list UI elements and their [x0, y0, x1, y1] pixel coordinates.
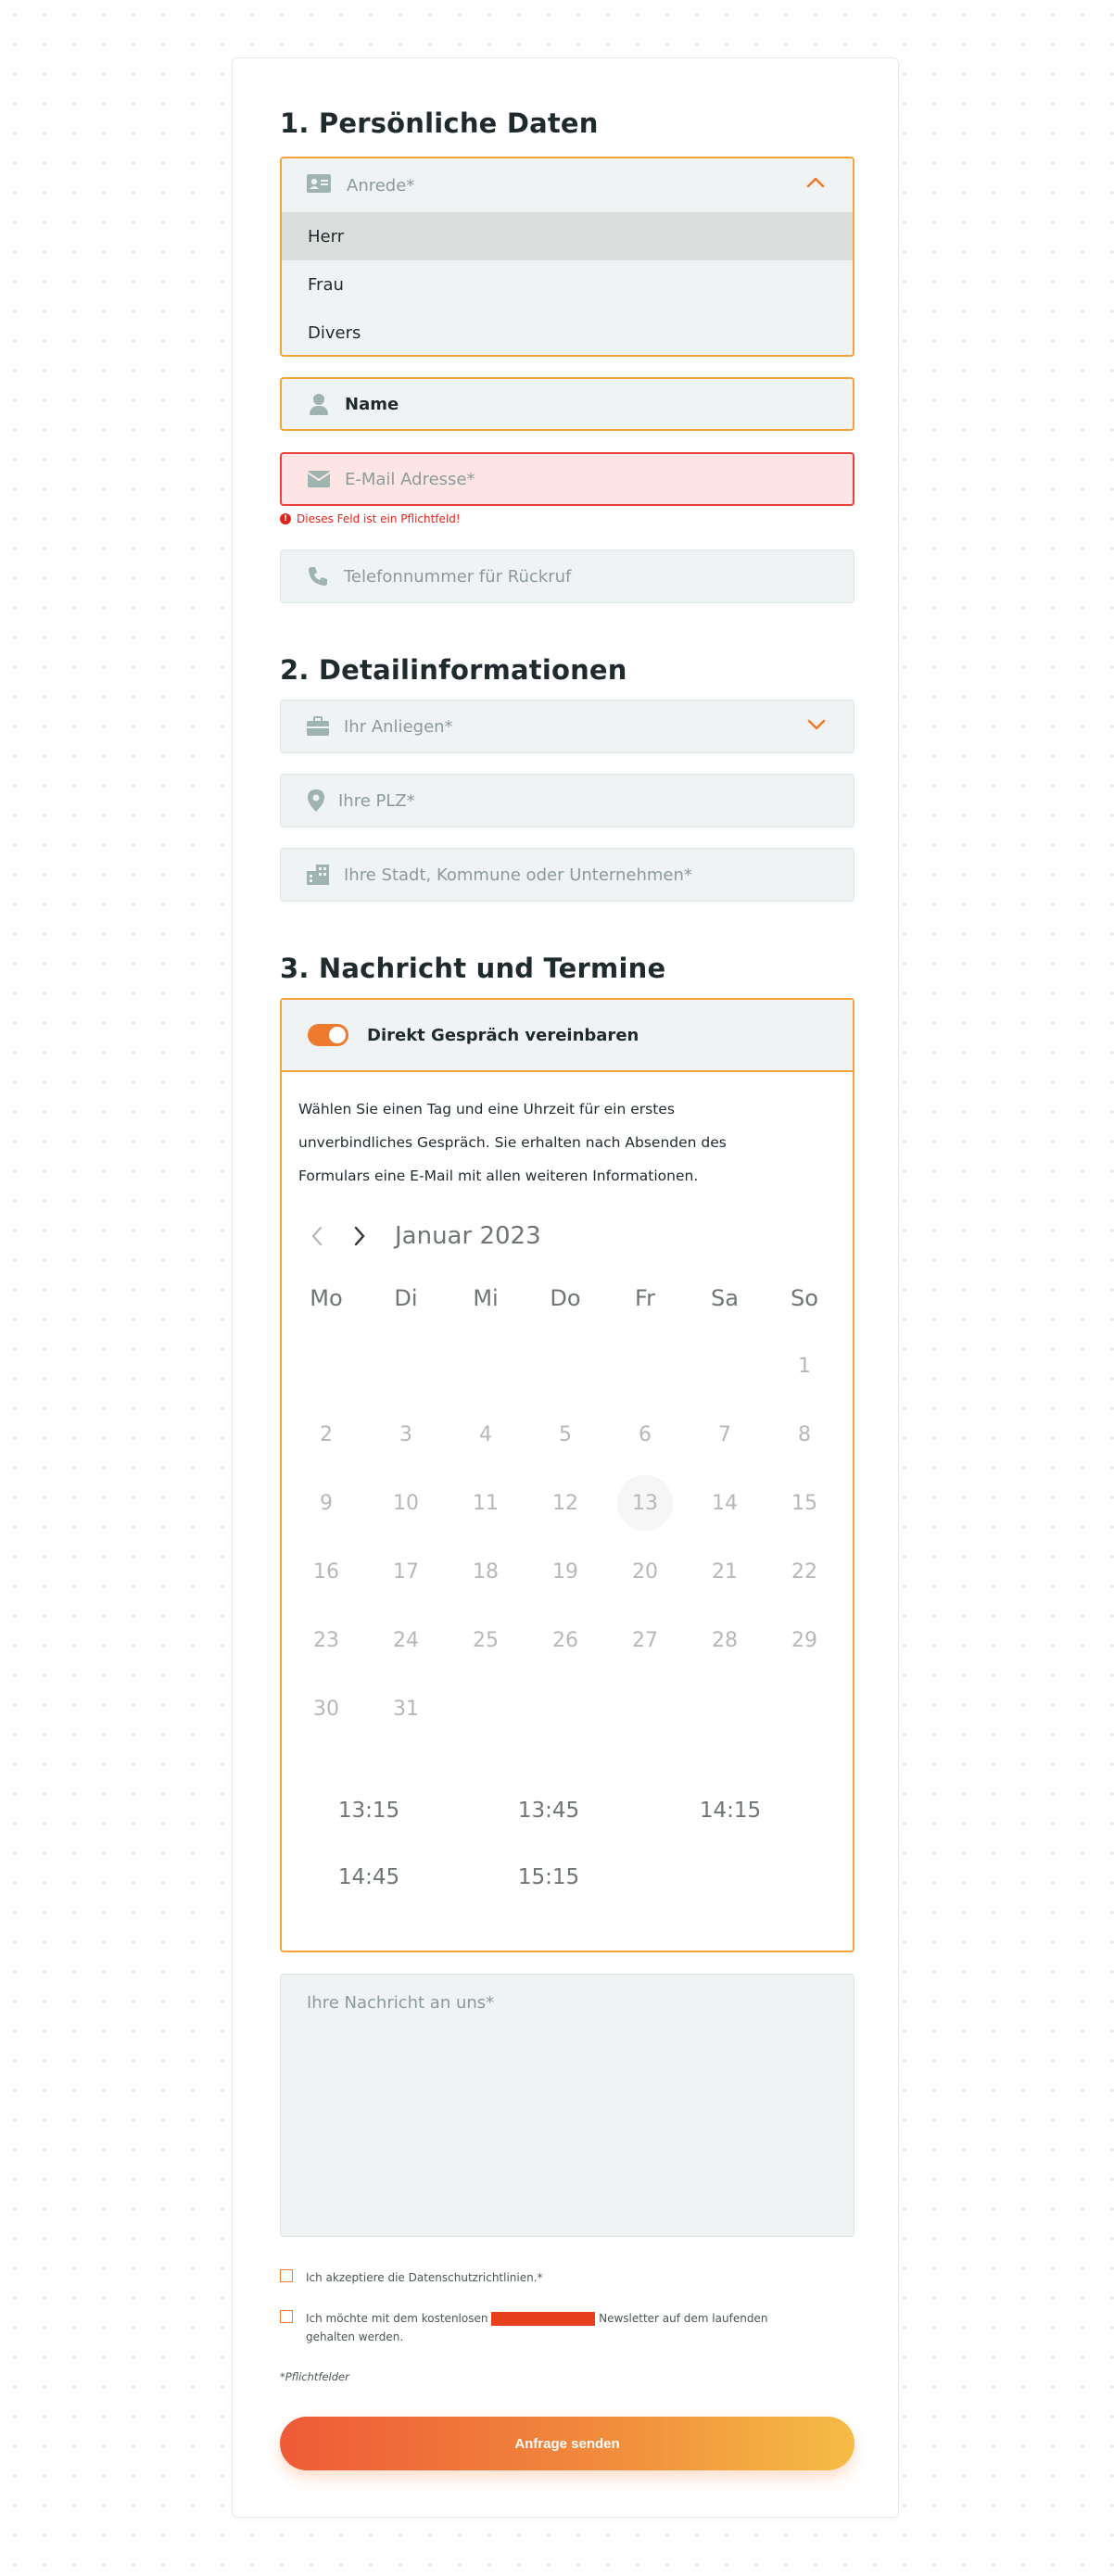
building-icon: [305, 862, 331, 888]
message-textarea[interactable]: [280, 1974, 854, 2237]
time-slot[interactable]: 13:45: [517, 1799, 580, 1823]
id-card-icon: [306, 173, 332, 197]
appointment-toggle-label: Direkt Gespräch vereinbaren: [367, 1025, 639, 1045]
user-icon: [306, 391, 332, 417]
calendar-day[interactable]: 21: [712, 1559, 738, 1584]
calendar-day[interactable]: 7: [718, 1422, 731, 1446]
appointment-description: [298, 1092, 817, 1193]
calendar-day[interactable]: 5: [559, 1422, 572, 1446]
salutation-option-herr[interactable]: Herr: [282, 212, 853, 260]
calendar-day[interactable]: 1: [798, 1354, 811, 1378]
calendar-day[interactable]: 25: [473, 1628, 499, 1652]
calendar-day[interactable]: 27: [632, 1628, 658, 1652]
appointment-toggle-row[interactable]: [282, 1000, 853, 1072]
calendar-day[interactable]: 10: [393, 1491, 419, 1515]
message-placeholder: Ihre Nachricht an uns*: [307, 1993, 495, 2013]
salutation-dropdown[interactable]: [280, 157, 854, 357]
name-field[interactable]: [280, 377, 854, 431]
section-title-personal: 1. Persönliche Daten: [280, 107, 599, 139]
required-fields-note: *Pflichtfelder: [280, 2370, 349, 2383]
calendar-day[interactable]: 13: [617, 1475, 673, 1531]
calendar-day[interactable]: 6: [639, 1422, 652, 1446]
weekday-label: Di: [394, 1285, 418, 1311]
envelope-icon: [306, 466, 332, 492]
calendar-day[interactable]: 30: [313, 1697, 339, 1721]
weekday-label: Mo: [310, 1285, 343, 1311]
appointment-panel: [280, 998, 854, 1952]
phone-field[interactable]: [280, 549, 854, 603]
section-title-details: 2. Detailinformationen: [280, 654, 627, 686]
calendar-day[interactable]: 12: [552, 1491, 578, 1515]
calendar-month-label: Januar 2023: [395, 1222, 541, 1250]
calendar-day[interactable]: 17: [393, 1559, 419, 1584]
map-pin-icon: [303, 788, 329, 814]
privacy-label: Ich akzeptiere die Datenschutzrichtlinien.*: [306, 2271, 543, 2284]
city-field[interactable]: [280, 848, 854, 902]
submit-button[interactable]: Anfrage senden: [280, 2417, 854, 2470]
calendar-day[interactable]: 15: [791, 1491, 817, 1515]
error-icon: !: [280, 513, 291, 524]
concern-placeholder: Ihr Anliegen*: [344, 716, 453, 737]
calendar-day[interactable]: 26: [552, 1628, 578, 1652]
calendar-day[interactable]: 22: [791, 1559, 817, 1584]
briefcase-icon: [305, 713, 331, 739]
privacy-consent[interactable]: [280, 2268, 543, 2287]
calendar-day[interactable]: 14: [712, 1491, 738, 1515]
phone-placeholder: Telefonnummer für Rückruf: [344, 566, 572, 587]
chevron-up-icon[interactable]: [806, 175, 825, 193]
chevron-right-icon[interactable]: [348, 1225, 371, 1247]
chevron-left-icon[interactable]: [306, 1225, 328, 1247]
privacy-checkbox[interactable]: [280, 2269, 293, 2282]
calendar-day[interactable]: 9: [320, 1491, 333, 1515]
email-placeholder: E-Mail Adresse*: [345, 469, 475, 489]
calendar-day[interactable]: 29: [791, 1628, 817, 1652]
email-field[interactable]: [280, 452, 854, 506]
newsletter-checkbox[interactable]: [280, 2310, 293, 2323]
description-line: Wählen Sie einen Tag und eine Uhrzeit für ein erstes: [298, 1101, 675, 1118]
email-error-message: [280, 512, 461, 525]
calendar-day[interactable]: 24: [393, 1628, 419, 1652]
calendar-day[interactable]: 4: [479, 1422, 492, 1446]
calendar-day[interactable]: 3: [399, 1422, 412, 1446]
email-error-text: Dieses Feld ist ein Pflichtfeld!: [297, 512, 461, 525]
concern-select[interactable]: [280, 700, 854, 753]
calendar-day[interactable]: 18: [473, 1559, 499, 1584]
name-value: Name: [345, 394, 399, 414]
salutation-option-frau[interactable]: Frau: [308, 274, 344, 295]
salutation-placeholder: Anrede*: [347, 175, 415, 196]
salutation-option-divers[interactable]: Divers: [308, 322, 361, 343]
newsletter-text-line2: gehalten werden.: [306, 2330, 404, 2343]
time-slot[interactable]: 15:15: [517, 1865, 580, 1889]
calendar-day[interactable]: 2: [320, 1422, 333, 1446]
salutation-select[interactable]: [282, 158, 853, 212]
description-line: unverbindliches Gespräch. Sie erhalten nach Absenden des: [298, 1134, 727, 1151]
chevron-down-icon[interactable]: [807, 717, 826, 735]
weekday-label: So: [791, 1285, 818, 1311]
calendar-day[interactable]: 19: [552, 1559, 578, 1584]
time-slot[interactable]: 13:15: [337, 1799, 400, 1823]
redacted-brand: [491, 2312, 595, 2326]
time-slot[interactable]: 14:45: [337, 1865, 400, 1889]
appointment-toggle[interactable]: [308, 1024, 348, 1046]
section-title-message: 3. Nachricht und Termine: [280, 953, 666, 984]
newsletter-label: [306, 2309, 767, 2346]
calendar-day[interactable]: 16: [313, 1559, 339, 1584]
calendar-day[interactable]: 23: [313, 1628, 339, 1652]
newsletter-text-start: Ich möchte mit dem kostenlosen: [306, 2312, 488, 2325]
description-line: Formulars eine E-Mail mit allen weiteren Informationen.: [298, 1168, 699, 1184]
newsletter-text-end: Newsletter auf dem laufenden: [599, 2312, 768, 2325]
weekday-label: Do: [550, 1285, 581, 1311]
zip-placeholder: Ihre PLZ*: [338, 790, 415, 811]
city-placeholder: Ihre Stadt, Kommune oder Unternehmen*: [344, 865, 692, 885]
time-slot[interactable]: 14:15: [699, 1799, 762, 1823]
zip-field[interactable]: [280, 774, 854, 827]
newsletter-consent[interactable]: [280, 2309, 767, 2346]
calendar-day[interactable]: 20: [632, 1559, 658, 1584]
phone-icon: [305, 563, 331, 589]
weekday-label: Sa: [711, 1285, 739, 1311]
calendar-day[interactable]: 28: [712, 1628, 738, 1652]
calendar-day[interactable]: 8: [798, 1422, 811, 1446]
calendar-day[interactable]: 31: [393, 1697, 419, 1721]
toggle-knob: [329, 1027, 346, 1043]
weekday-label: Fr: [635, 1285, 655, 1311]
calendar-nav: [306, 1222, 541, 1250]
calendar-day[interactable]: 11: [473, 1491, 499, 1515]
weekday-label: Mi: [473, 1285, 499, 1311]
